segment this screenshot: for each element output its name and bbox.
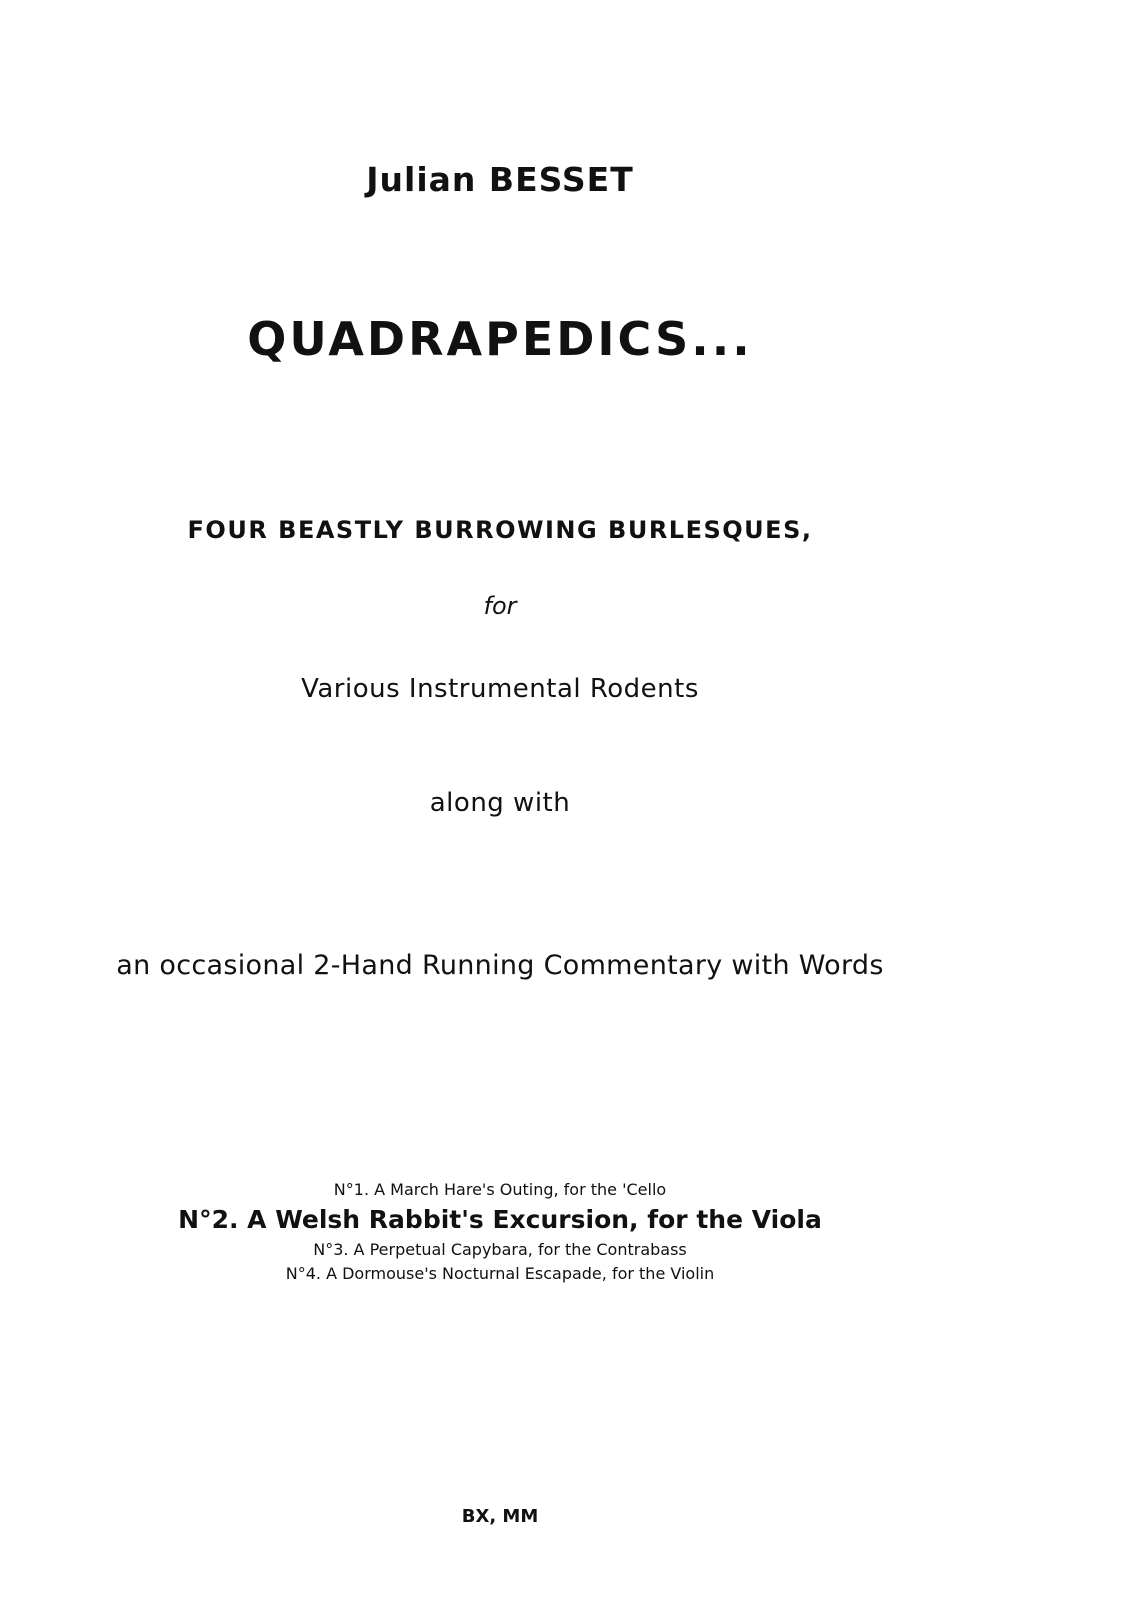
movement-list bbox=[0, 1178, 1000, 1286]
along-with-text: along with bbox=[429, 788, 571, 818]
instrumentation: Various Instrumental Rodents bbox=[301, 674, 699, 704]
composer-name: Julian BESSET bbox=[366, 160, 634, 199]
movement-1: N°1. A March Hare's Outing, for the 'Cello bbox=[333, 1180, 667, 1199]
for-text: for bbox=[483, 592, 517, 620]
commentary-description: an occasional 2-Hand Running Commentary with Words bbox=[116, 950, 884, 981]
footer-initials: BX, MM bbox=[461, 1506, 539, 1527]
movement-2-featured: N°2. A Welsh Rabbit's Excursion, for the Viola bbox=[178, 1205, 822, 1234]
movement-3: N°3. A Perpetual Capybara, for the Contrabass bbox=[313, 1240, 687, 1259]
work-subtitle: FOUR BEASTLY BURROWING BURLESQUES, bbox=[187, 516, 813, 544]
work-title: QUADRAPEDICS... bbox=[247, 312, 753, 366]
movement-4: N°4. A Dormouse's Nocturnal Escapade, for the Violin bbox=[285, 1264, 715, 1283]
